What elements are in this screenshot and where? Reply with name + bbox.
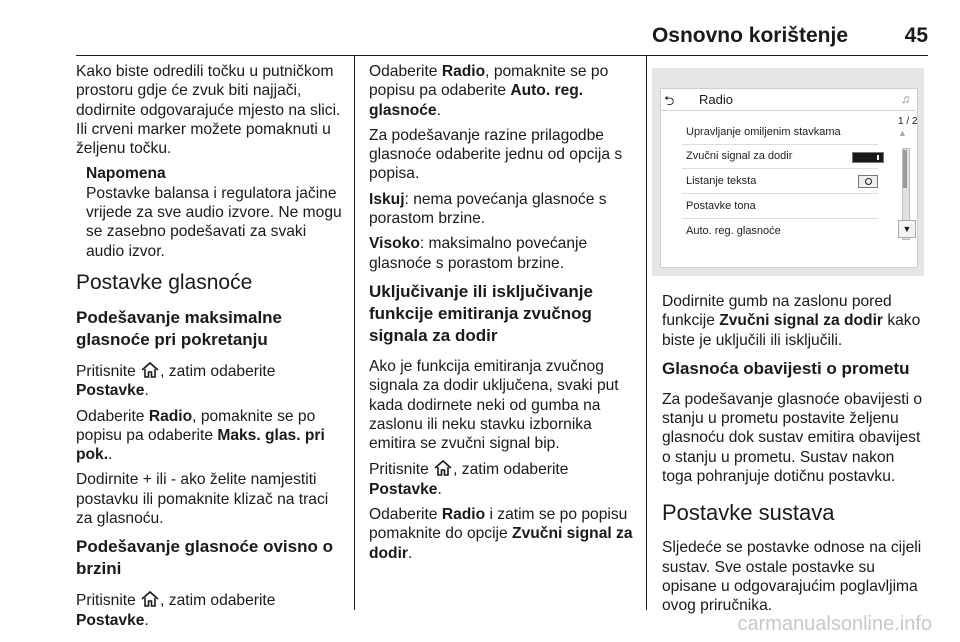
heading-speed-volume: Podešavanje glasnoće ovisno o brzini	[76, 537, 333, 579]
screen-title: Radio	[699, 92, 733, 107]
heading-max-startup: Podešavanje maksimalne glasnoće pri pokretanju	[76, 307, 283, 349]
note-body: Postavke balansa i regulatora jačine vrijede za sve audio izvore. Ne mogu se zasebno podešavati za svaki audio izvor.	[86, 184, 342, 260]
press-home-instruction-3: Pritisnite , zatim odaberite Postavke.	[369, 461, 569, 498]
select-radio-instruction-1: Odaberite Radio, pomaknite se po popisu pa odaberite Maks. glas. pri pok..	[76, 407, 325, 464]
menu-item-text-scroll[interactable]: Listanje teksta	[686, 175, 757, 187]
home-icon	[140, 590, 160, 608]
home-icon	[140, 361, 160, 379]
page-number: 45	[904, 24, 928, 47]
option-visoko: Visoko: maksimalno povećanje glasnoće s porastom brzine.	[369, 235, 588, 272]
adjust-instruction: Dodirnite + ili - ako želite namjestiti postavku ili pomaknite klizač na traci za glasnoću.	[76, 471, 329, 528]
intro-text: Kako biste odredili točku u putničkom prostoru gdje će zvuk biti najjači, dodirnite odgovarajuće mjesto na slici. Ili crveni marker možete pomaknuti u željenu točku.	[76, 63, 341, 158]
menu-separator	[682, 144, 878, 145]
radio-screen-illustration	[652, 68, 924, 276]
touch-beep-instruction: Dodirnite gumb na zaslonu pored funkcije Zvučni signal za dodir kako biste je uključili ili isključili.	[662, 293, 921, 349]
menu-item-touch-beep[interactable]: Zvučni signal za dodir	[686, 150, 793, 162]
press-home-instruction-2: Pritisnite , zatim odaberite Postavke.	[76, 592, 276, 629]
screen-divider	[660, 110, 916, 111]
select-radio-instruction-2: Odaberite Radio, pomaknite se po popisu pa odaberite Auto. reg. glasnoće.	[369, 63, 609, 119]
home-icon	[433, 459, 453, 477]
heading-touch-beep: Uključivanje ili isključivanje funkcije emitiranja zvučnog signala za dodir	[369, 281, 593, 345]
scrollbar-thumb[interactable]	[903, 150, 907, 188]
column-1	[76, 62, 346, 636]
watermark: carmanualsonline.info	[737, 613, 932, 635]
screen-page-indicator: 1 / 2	[898, 116, 918, 127]
select-radio-instruction-3: Odaberite Radio i zatim se po popisu pomaknite do opcije Zvučni signal za dodir.	[369, 506, 633, 562]
menu-item-tone-settings[interactable]: Postavke tona	[686, 200, 756, 212]
radio-button-icon[interactable]	[858, 175, 878, 188]
note-heading: Napomena	[86, 165, 166, 183]
menu-separator	[682, 193, 878, 194]
menu-item-favourites[interactable]: Upravljanje omiljenim stavkama	[686, 126, 841, 138]
menu-separator	[682, 168, 878, 169]
scroll-up-icon[interactable]: ▲	[898, 128, 907, 138]
traffic-text: Za podešavanje glasnoće obavijesti o stanju u prometu postavite željenu glasnoću dok sustav emitira obavijest o stanju u prometu. Sustav nakon toga pohranjuje dotičnu postavku.	[662, 390, 923, 486]
column-divider-1	[354, 56, 355, 610]
header-rule	[76, 55, 928, 56]
press-home-instruction-1: Pritisnite , zatim odaberite Postavke.	[76, 362, 276, 400]
heading-volume-settings: Postavke glasnoće	[76, 270, 253, 294]
setup-instruction: Za podešavanje razine prilagodbe glasnoće odaberite jednu od opcija s popisa.	[369, 126, 623, 183]
column-3	[662, 292, 928, 622]
beep-description: Ako je funkcija emitiranja zvučnog signala za dodir uključena, svaki put kada dodirnete neki od gumba na zaslonu ili neku stavku izbornika emitira se zvučni signal bip.	[369, 357, 619, 453]
heading-system-settings: Postavke sustava	[662, 500, 835, 526]
option-iskuj: Iskuj: nema povećanja glasnoće s porastom brzine.	[369, 190, 607, 228]
column-divider-2	[646, 56, 647, 610]
back-icon[interactable]: ⮌	[664, 93, 675, 108]
toggle-switch[interactable]	[852, 152, 884, 163]
heading-traffic-volume: Glasnoća obavijesti o prometu	[662, 358, 910, 378]
column-2	[369, 62, 637, 569]
note-box	[86, 164, 346, 260]
menu-item-auto-volume[interactable]: Auto. reg. glasnoće	[686, 225, 781, 237]
scroll-down-icon[interactable]: ▼	[898, 220, 916, 238]
page-header-title: Osnovno korištenje	[651, 24, 848, 47]
menu-separator	[682, 218, 878, 219]
system-text: Sljedeće se postavke odnose na cijeli sustav. Sve ostale postavke su opisane u odgovarajućim poglavljima ovog priručnika.	[662, 539, 922, 615]
music-note-icon: ♫	[901, 92, 910, 106]
